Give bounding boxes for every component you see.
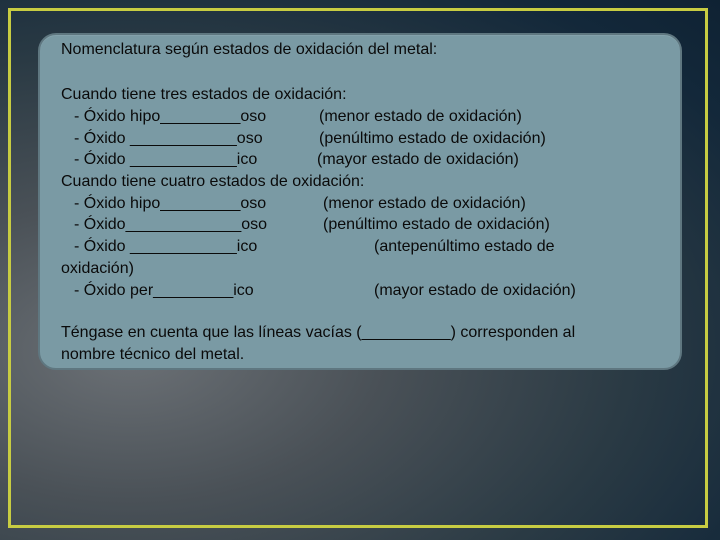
four-states-row-1-name: - Óxido hipo_________oso <box>74 195 267 212</box>
note-line-1: Téngase en cuenta que las líneas vacías (__________) corresponden al <box>61 324 576 341</box>
three-states-row-2-name: - Óxido ____________oso <box>74 130 263 147</box>
four-states-row-4-desc: (mayor estado de oxidación) <box>374 282 576 299</box>
note-line-2: nombre técnico del metal. <box>61 346 245 363</box>
four-states-row-1-desc: (menor estado de oxidación) <box>323 195 526 212</box>
four-states-row-3-desc: (antepenúltimo estado de <box>374 238 555 255</box>
three-states-row-1-desc: (menor estado de oxidación) <box>319 108 522 125</box>
three-states-row-3-desc: (mayor estado de oxidación) <box>317 151 519 168</box>
three-states-row-2-desc: (penúltimo estado de oxidación) <box>319 130 546 147</box>
four-states-header: Cuando tiene cuatro estados de oxidación: <box>61 173 365 190</box>
four-states-row-2-desc: (penúltimo estado de oxidación) <box>323 216 550 233</box>
three-states-row-1-name: - Óxido hipo_________oso <box>74 108 267 125</box>
four-states-row-3-desc-continued: oxidación) <box>61 260 134 277</box>
three-states-header: Cuando tiene tres estados de oxidación: <box>61 86 347 103</box>
three-states-row-3-name: - Óxido ____________ico <box>74 151 258 168</box>
four-states-row-2-name: - Óxido_____________oso <box>74 216 268 233</box>
four-states-row-3-name: - Óxido ____________ico <box>74 238 258 255</box>
four-states-row-4-name: - Óxido per_________ico <box>74 282 254 299</box>
slide-heading: Nomenclatura según estados de oxidación del metal: <box>61 41 438 58</box>
